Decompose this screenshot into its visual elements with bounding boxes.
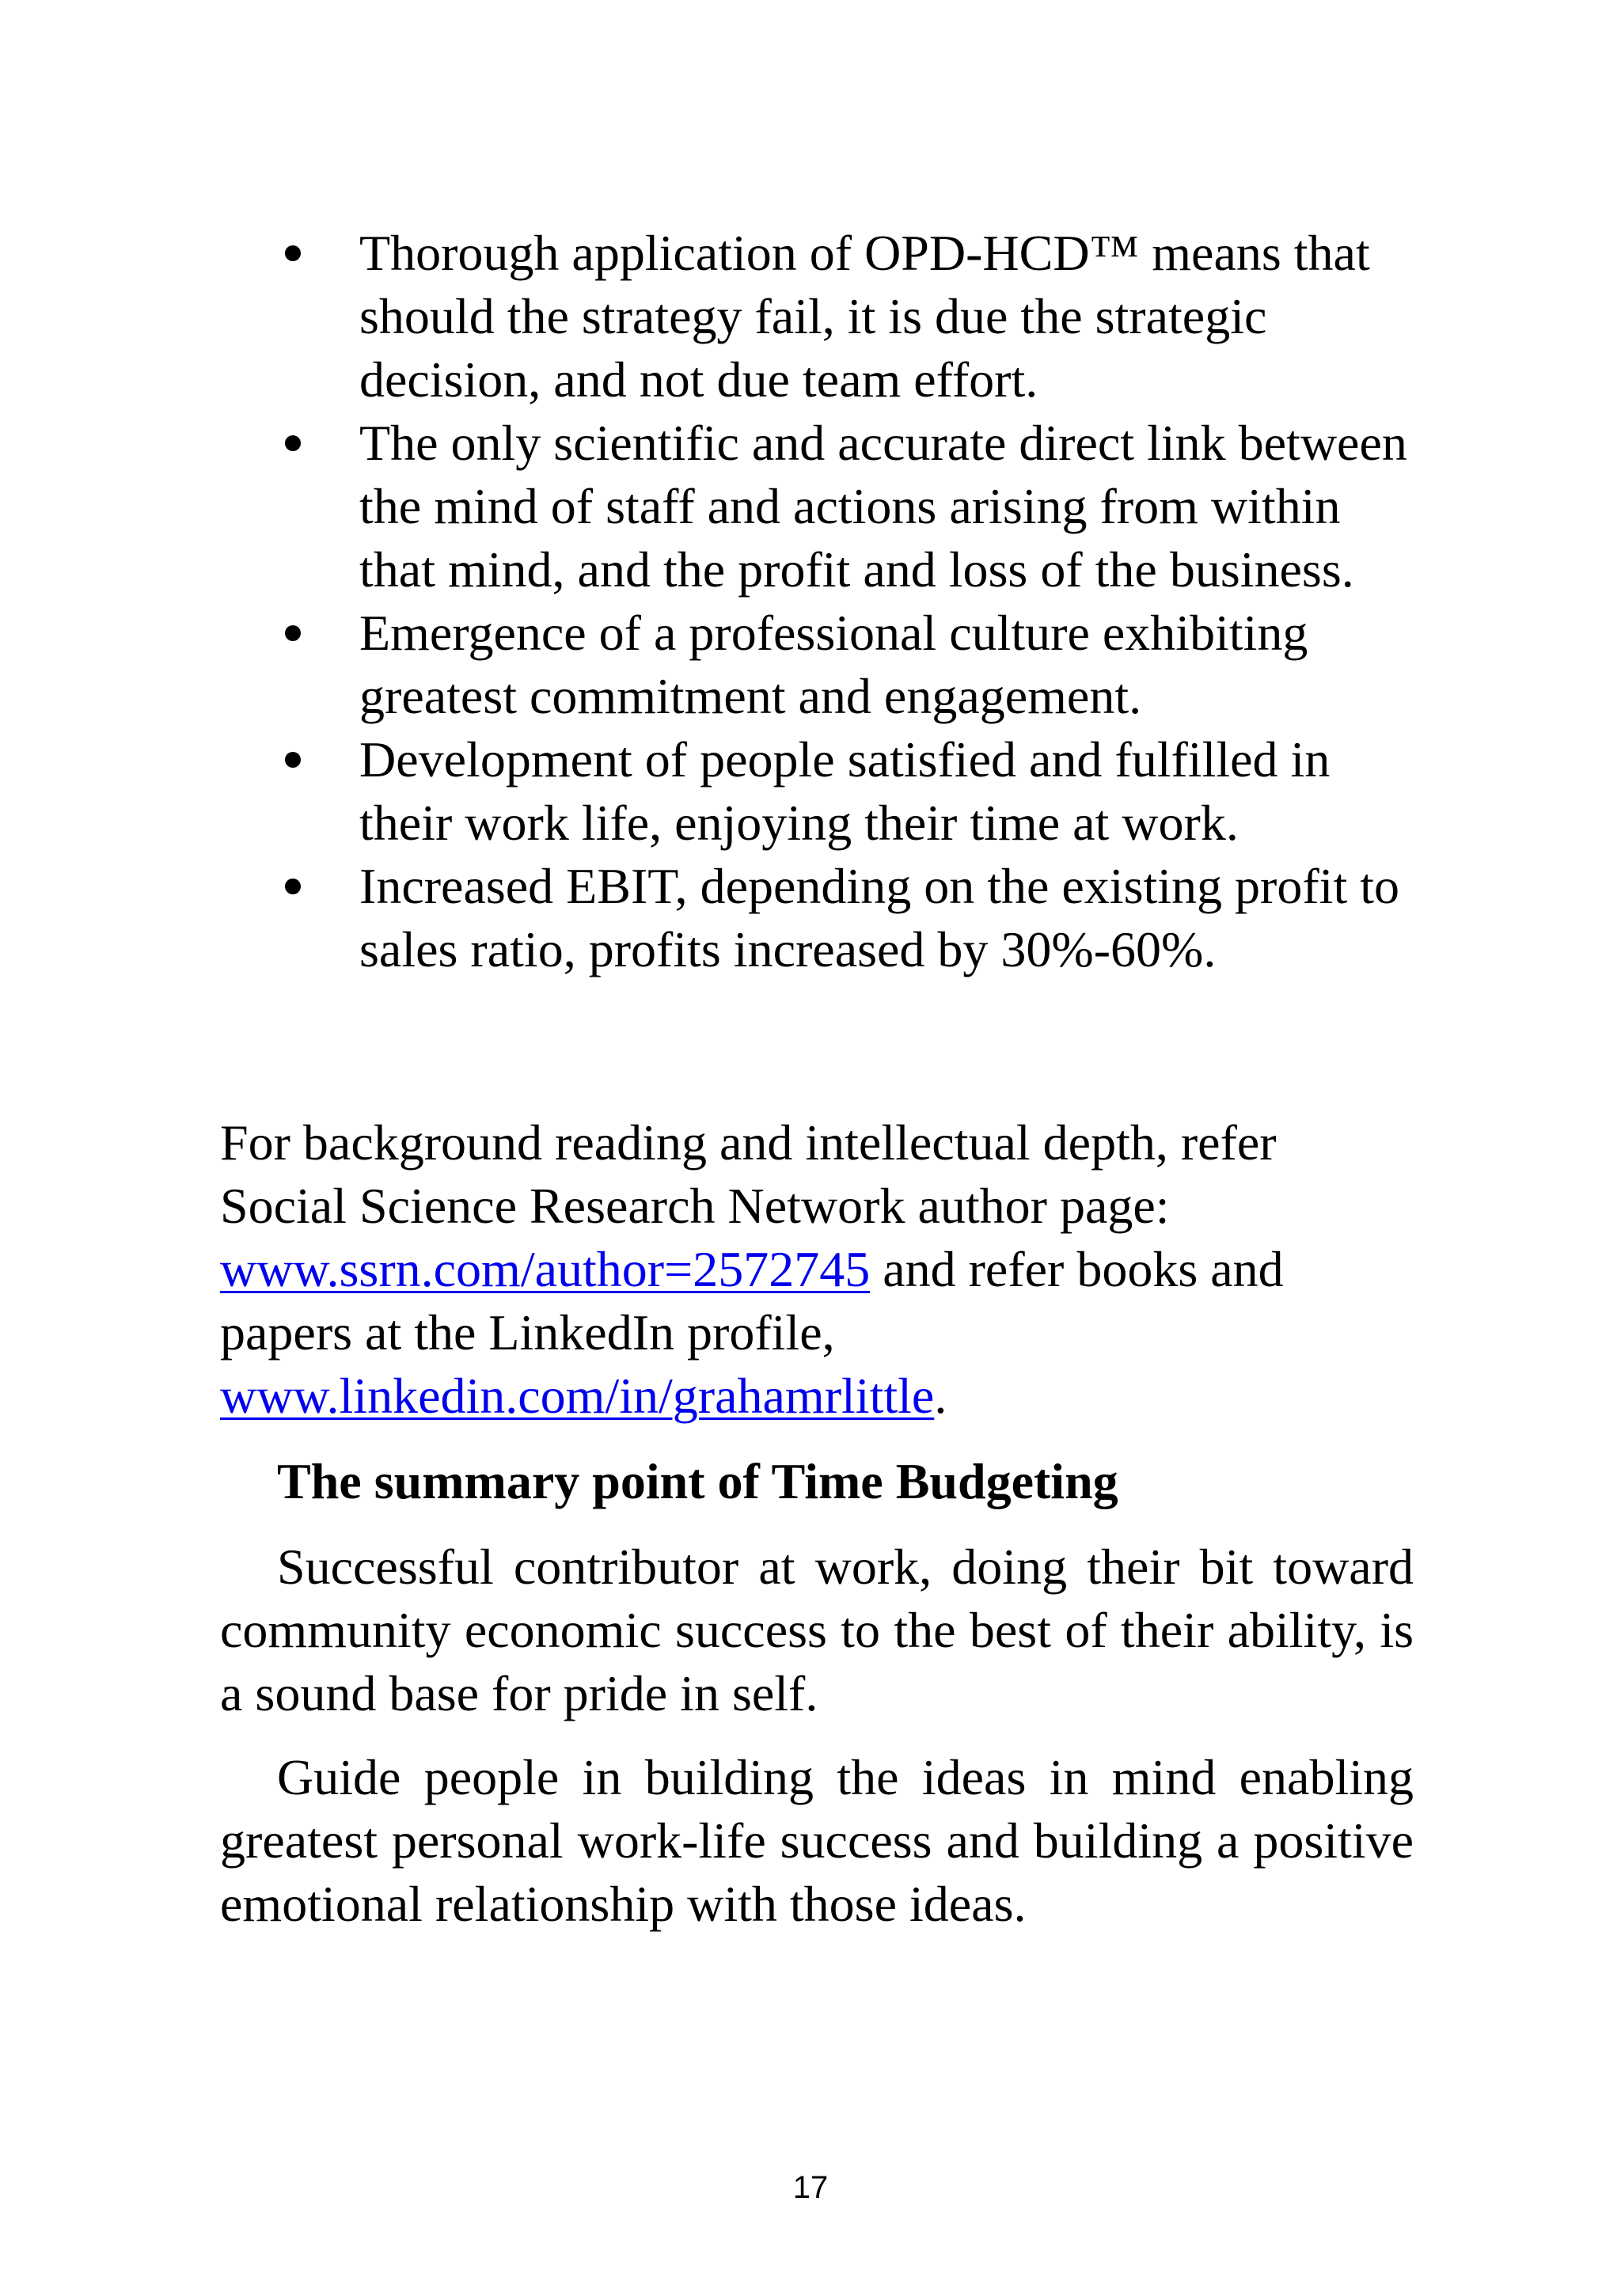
bullet-item [285, 602, 1425, 728]
bullet-text: The only scientific and accurate direct link between the mind of staff and actions arising from within that mind, and the profit and loss of the business. [359, 415, 1407, 598]
background-text-middle: and refer books and papers at the LinkedIn profile, [220, 1241, 1284, 1361]
background-text-intro: For background reading and intellectual depth, refer Social Science Research Network author page: [220, 1114, 1277, 1234]
section-heading: The summary point of Time Budgeting [277, 1453, 1118, 1509]
summary-paragraph-pride: Successful contributor at work, doing their bit toward community economic success to the best of their ability, is a sound base for pride in self. [220, 1539, 1414, 1721]
bullet-dot-icon [285, 879, 301, 894]
summary-paragraph-guide: Guide people in building the ideas in mind enabling greatest personal work-life success and building a positive emotional relationship with those ideas. [220, 1749, 1414, 1932]
background-text-end: . [934, 1368, 947, 1424]
bullet-text: Increased EBIT, depending on the existing profit to sales ratio, profits increased by 30%-60%. [359, 858, 1399, 977]
page-number: 17 [792, 2170, 829, 2205]
bullet-item [285, 855, 1425, 981]
bullet-text: Development of people satisfied and fulfilled in their work life, enjoying their time at work. [359, 731, 1331, 851]
linkedin-profile-link[interactable]: www.linkedin.com/in/grahamrlittle [220, 1368, 935, 1424]
benefits-bullet-list [285, 222, 1425, 981]
background-reading-paragraph [220, 1111, 1415, 1428]
bullet-dot-icon [285, 752, 301, 768]
bullet-item [285, 222, 1425, 412]
bullet-dot-icon [285, 435, 301, 451]
bullet-item [285, 728, 1425, 855]
bullet-text: Thorough application of OPD-HCD™ means that should the strategy fail, it is due the strategic decision, and not due team effort. [359, 225, 1370, 408]
bullet-item [285, 412, 1425, 602]
bullet-text: Emergence of a professional culture exhibiting greatest commitment and engagement. [359, 605, 1308, 724]
bullet-dot-icon [285, 625, 301, 641]
bullet-dot-icon [285, 245, 301, 261]
ssrn-author-link[interactable]: www.ssrn.com/author=2572745 [220, 1241, 871, 1297]
